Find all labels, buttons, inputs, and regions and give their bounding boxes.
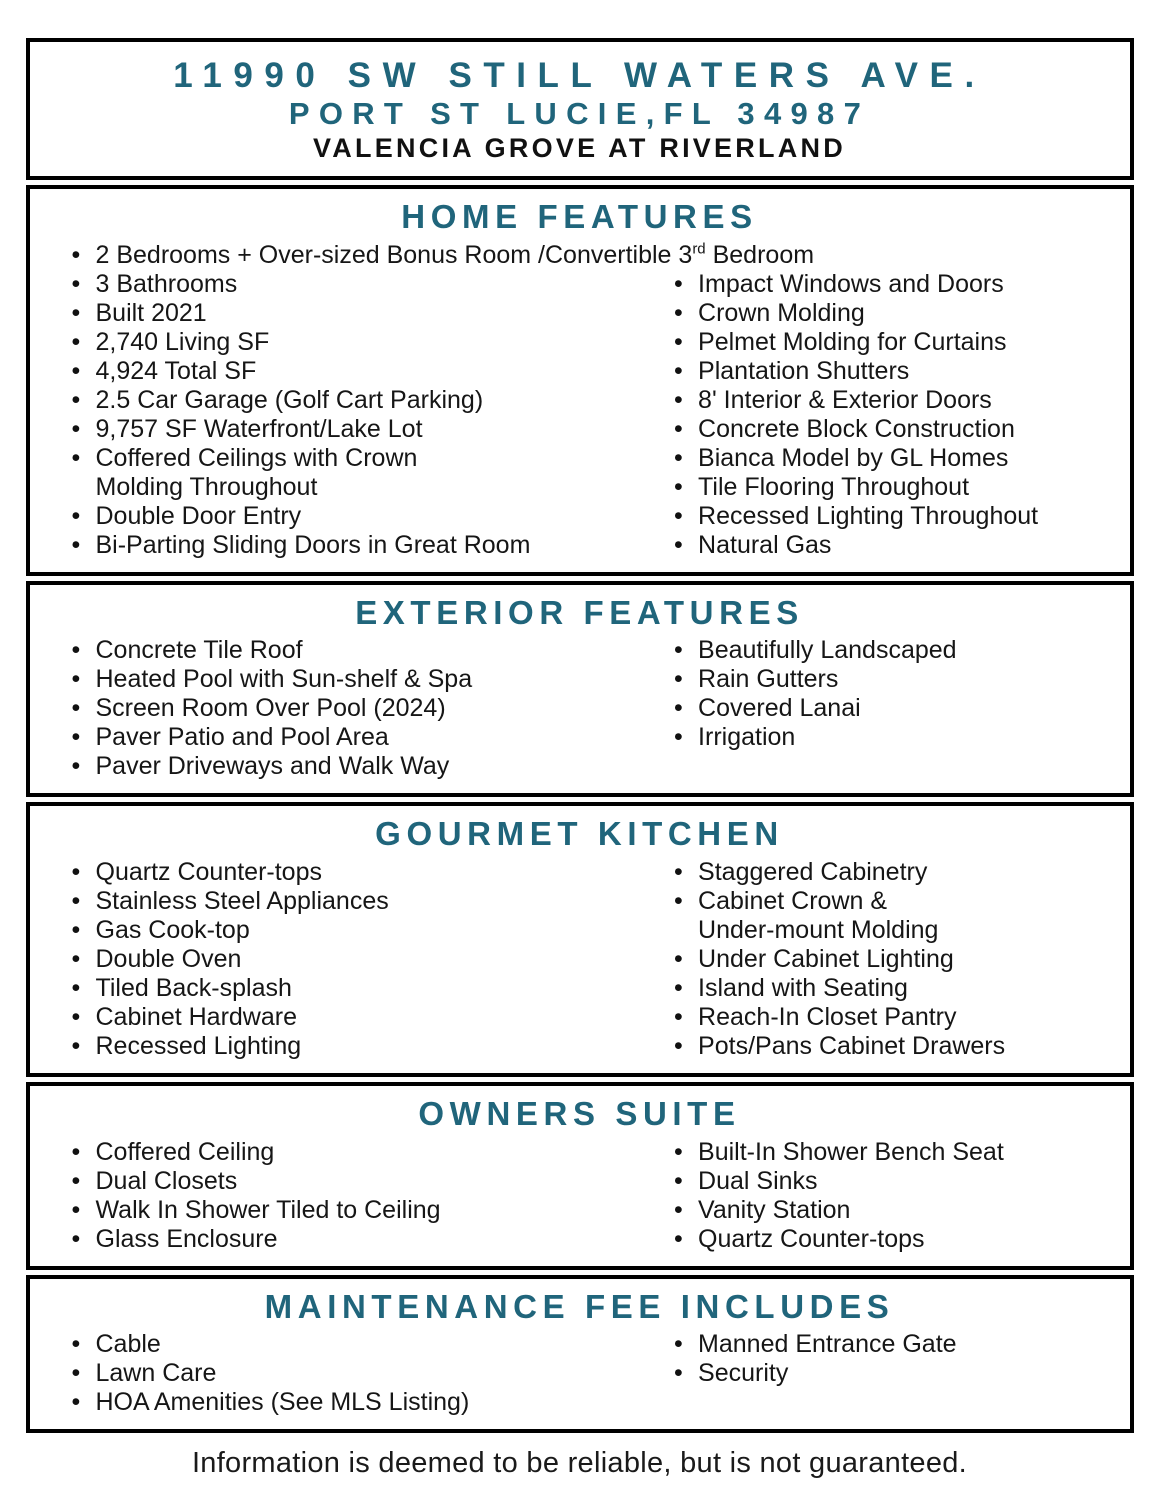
feature-item: • 8' Interior & Exterior Doors (666, 386, 1117, 415)
feature-item: • Tiled Back-splash (64, 974, 645, 1003)
feature-item: • Stainless Steel Appliances (64, 887, 645, 916)
feature-columns (42, 1138, 1118, 1254)
feature-item: • Cabinet Hardware (64, 1003, 645, 1032)
full-width-feature-list (42, 241, 1118, 270)
feature-item: • Heated Pool with Sun-shelf & Spa (64, 665, 645, 694)
feature-item: • Built-In Shower Bench Seat (666, 1138, 1117, 1167)
feature-item: • Cable (64, 1330, 645, 1359)
feature-item: • Recessed Lighting Throughout (666, 502, 1117, 531)
feature-item: • Paver Driveways and Walk Way (64, 752, 645, 781)
feature-item: • Quartz Counter-tops (64, 858, 645, 887)
disclaimer-text: Information is deemed to be reliable, but is not guaranteed. (191, 1447, 968, 1480)
section-title: EXTERIOR FEATURES (355, 593, 804, 631)
feature-item: • Concrete Tile Roof (64, 636, 645, 665)
section-maintenance-fee-includes (26, 1275, 1134, 1434)
community-name: VALENCIA GROVE AT RIVERLAND (313, 132, 846, 163)
feature-item: • 2.5 Car Garage (Golf Cart Parking) (64, 386, 645, 415)
header-box (26, 38, 1134, 180)
feature-item: • Bi-Parting Sliding Doors in Great Room (64, 531, 645, 560)
feature-columns (42, 1330, 1118, 1417)
right-feature-list (644, 1138, 1117, 1254)
feature-item: • Built 2021 (64, 299, 645, 328)
section-title: OWNERS SUITE (418, 1095, 741, 1133)
feature-columns (42, 270, 1118, 560)
flyer-page (26, 0, 1134, 1480)
feature-item: • Paver Patio and Pool Area (64, 723, 645, 752)
feature-item: • 2 Bedrooms + Over-sized Bonus Room /Convertible 3rd Bedroom (64, 241, 1118, 270)
feature-item: • Bianca Model by GL Homes (666, 444, 1117, 473)
feature-item: • Tile Flooring Throughout (666, 473, 1117, 502)
feature-item: • Double Oven (64, 945, 645, 974)
feature-columns (42, 858, 1118, 1061)
feature-item: • Coffered Ceilings with Crown Molding Throughout (64, 444, 645, 502)
feature-item: • Reach-In Closet Pantry (666, 1003, 1117, 1032)
feature-item: • Lawn Care (64, 1359, 645, 1388)
feature-item: • Irrigation (666, 723, 1117, 752)
feature-item: • Quartz Counter-tops (666, 1225, 1117, 1254)
feature-item: • Gas Cook-top (64, 916, 645, 945)
feature-item: • Rain Gutters (666, 665, 1117, 694)
feature-item: • Pelmet Molding for Curtains (666, 328, 1117, 357)
left-feature-list (42, 270, 645, 560)
left-feature-list (42, 1138, 645, 1254)
feature-item: • 9,757 SF Waterfront/Lake Lot (64, 415, 645, 444)
section-home-features (26, 185, 1134, 576)
feature-item: • Impact Windows and Doors (666, 270, 1117, 299)
feature-item: • Beautifully Landscaped (666, 636, 1117, 665)
feature-item: • 4,924 Total SF (64, 357, 645, 386)
feature-item: • Manned Entrance Gate (666, 1330, 1117, 1359)
feature-item: • Coffered Ceiling (64, 1138, 645, 1167)
feature-item: • Cabinet Crown & Under-mount Molding (666, 887, 1117, 945)
right-feature-list (644, 636, 1117, 781)
section-owners-suite (26, 1082, 1134, 1270)
feature-item: • Pots/Pans Cabinet Drawers (666, 1032, 1117, 1061)
feature-item: • Crown Molding (666, 299, 1117, 328)
feature-item: • Dual Sinks (666, 1167, 1117, 1196)
feature-item: • Screen Room Over Pool (2024) (64, 694, 645, 723)
left-feature-list (42, 858, 645, 1061)
feature-item: • Island with Seating (666, 974, 1117, 1003)
feature-item: • Security (666, 1359, 1117, 1388)
address-line-1: 11990 SW STILL WATERS AVE. (173, 56, 986, 95)
section-title: MAINTENANCE FEE INCLUDES (264, 1287, 895, 1325)
feature-columns (42, 636, 1118, 781)
feature-item: • Concrete Block Construction (666, 415, 1117, 444)
section-gourmet-kitchen (26, 802, 1134, 1077)
feature-item: • Walk In Shower Tiled to Ceiling (64, 1196, 645, 1225)
feature-item: • Natural Gas (666, 531, 1117, 560)
feature-item: • Staggered Cabinetry (666, 858, 1117, 887)
feature-item: • Plantation Shutters (666, 357, 1117, 386)
address-line-2: PORT ST LUCIE,FL 34987 (288, 96, 871, 132)
feature-item: • 3 Bathrooms (64, 270, 645, 299)
section-title: HOME FEATURES (401, 198, 758, 236)
left-feature-list (42, 636, 645, 781)
feature-item: • Dual Closets (64, 1167, 645, 1196)
right-feature-list (644, 1330, 1117, 1417)
right-feature-list (644, 858, 1117, 1061)
sections-container (26, 185, 1134, 1433)
feature-item: • Under Cabinet Lighting (666, 945, 1117, 974)
section-title: GOURMET KITCHEN (375, 815, 784, 853)
feature-item: • Recessed Lighting (64, 1032, 645, 1061)
right-feature-list (644, 270, 1117, 560)
feature-item: • Covered Lanai (666, 694, 1117, 723)
feature-item: • 2,740 Living SF (64, 328, 645, 357)
left-feature-list (42, 1330, 645, 1417)
feature-item: • Vanity Station (666, 1196, 1117, 1225)
feature-item: • Glass Enclosure (64, 1225, 645, 1254)
feature-item: • Double Door Entry (64, 502, 645, 531)
section-exterior-features (26, 581, 1134, 798)
feature-item: • HOA Amenities (See MLS Listing) (64, 1388, 645, 1417)
